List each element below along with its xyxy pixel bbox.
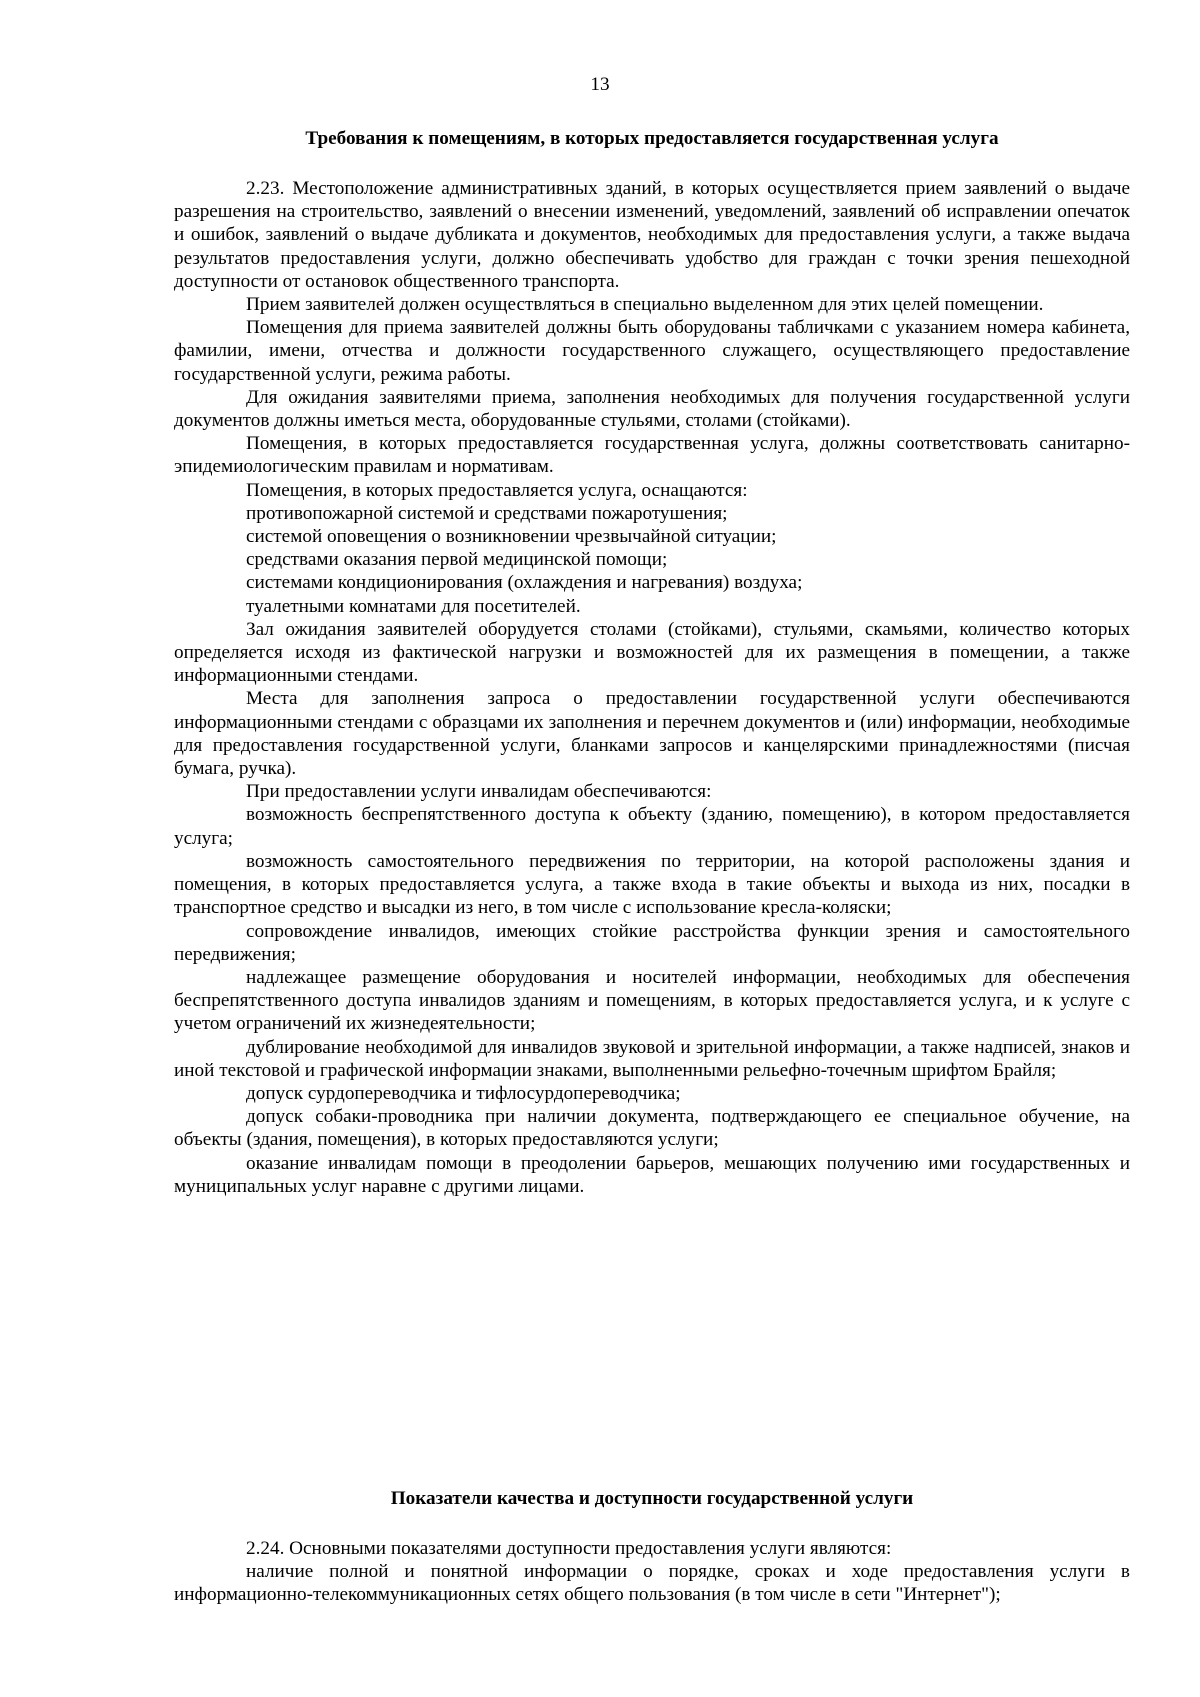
list-item: допуск собаки-проводника при наличии документа, подтверждающего ее специальное обучение, на объекты (здания, помещения), в которых предоставляются услуги;: [174, 1106, 1130, 1151]
list-item: наличие полной и понятной информации о порядке, сроках и ходе предоставления услуги в информационно-телекоммуникационных сетях общего пользования (в том числе в сети "Интернет");: [174, 1561, 1130, 1606]
list-item: надлежащее размещение оборудования и носителей информации, необходимых для обеспечения беспрепятственного доступа инвалидов зданиям и помещениям, в которых предоставляется услуга, и к услуге с учетом ограничений их жизнедеятельности;: [174, 966, 1130, 1035]
section-body-premises-requirements: [174, 177, 1130, 1198]
paragraph: Места для заполнения запроса о предоставлении государственной услуги обеспечиваются информационными стендами с образцами их заполнения и перечнем документов и (или) информации, необходимые для предоставления государственной услуги, бланками запросов и канцелярскими принадлежностями (писчая бумага, ручка).: [174, 688, 1130, 780]
paragraph: Помещения для приема заявителей должны быть оборудованы табличками с указанием номера кабинета, фамилии, имени, отчества и должности государственного служащего, осуществляющего предоставление государственной услуги, режима работы.: [174, 317, 1130, 385]
paragraph: Для ожидания заявителями приема, заполнения необходимых для получения государственной услуги документов должны иметься места, оборудованные стульями, столами (стойками).: [174, 386, 1130, 432]
list-intro: Помещения, в которых предоставляется услуга, оснащаются:: [246, 479, 748, 501]
page-number: 13: [590, 74, 610, 95]
list-item: сопровождение инвалидов, имеющих стойкие расстройства функции зрения и самостоятельного передвижения;: [174, 920, 1130, 965]
paragraph: Прием заявителей должен осуществляться в специально выделенном для этих целей помещении.: [246, 294, 1044, 316]
paragraph: Помещения, в которых предоставляется государственная услуга, должны соответствовать санитарно-эпидемиологическим правилам и нормативам.: [174, 433, 1130, 478]
list-item: оказание инвалидам помощи в преодолении барьеров, мешающих получению ими государственных и муниципальных услуг наравне с другими лицами.: [174, 1152, 1130, 1197]
list-item: возможность беспрепятственного доступа к объекту (зданию, помещению), в котором предоставляется услуга;: [174, 804, 1130, 849]
list-item: дублирование необходимой для инвалидов звуковой и зрительной информации, а также надписей, знаков и иной текстовой и графической информации знаками, выполненными рельефно-точечным шрифтом Брайля;: [174, 1036, 1130, 1081]
list-item: возможность самостоятельного передвижения по территории, на которой расположены здания и помещения, в которых предоставляется услуга, а также входа в такие объекты и выхода из них, посадки в транспортное средство и высадки из него, в том числе с использование кресла-коляски;: [174, 850, 1130, 919]
section-body-quality-indicators: [174, 1537, 1130, 1607]
list-intro: При предоставлении услуги инвалидам обеспечиваются:: [246, 781, 712, 803]
list-item: допуск сурдопереводчика и тифлосурдопереводчика;: [246, 1082, 681, 1104]
section-heading-quality-indicators: Показатели качества и доступности государственной услуги: [390, 1488, 914, 1509]
paragraph: 2.23. Местоположение административных зданий, в которых осуществляется прием заявлений о выдаче разрешения на строительство, заявлений о внесении изменений, уведомлений, заявлений об исправлении опечаток и ошибок, заявлений о выдаче дубликата и документов, необходимых для предоставления услуги, а также выдача результатов предоставления услуги, должно обеспечивать удобство для граждан с точки зрения пешеходной доступности от остановок общественного транспорта.: [174, 178, 1130, 292]
paragraph: 2.24. Основными показателями доступности предоставления услуги являются:: [246, 1538, 892, 1559]
list-item: системой оповещения о возникновении чрезвычайной ситуации;: [246, 526, 777, 548]
list-item: противопожарной системой и средствами пожаротушения;: [246, 502, 728, 524]
list-item: туалетными комнатами для посетителей.: [246, 595, 581, 617]
list-item: средствами оказания первой медицинской помощи;: [246, 549, 668, 571]
list-item: системами кондиционирования (охлаждения и нагревания) воздуха;: [246, 572, 803, 594]
paragraph: Зал ожидания заявителей оборудуется столами (стойками), стульями, скамьями, количество которых определяется исходя из фактической нагрузки и возможностей для их размещения в помещении, а также информационными стендами.: [174, 618, 1130, 687]
section-heading-premises-requirements: Требования к помещениям, в которых предоставляется государственная услуга: [305, 128, 999, 149]
